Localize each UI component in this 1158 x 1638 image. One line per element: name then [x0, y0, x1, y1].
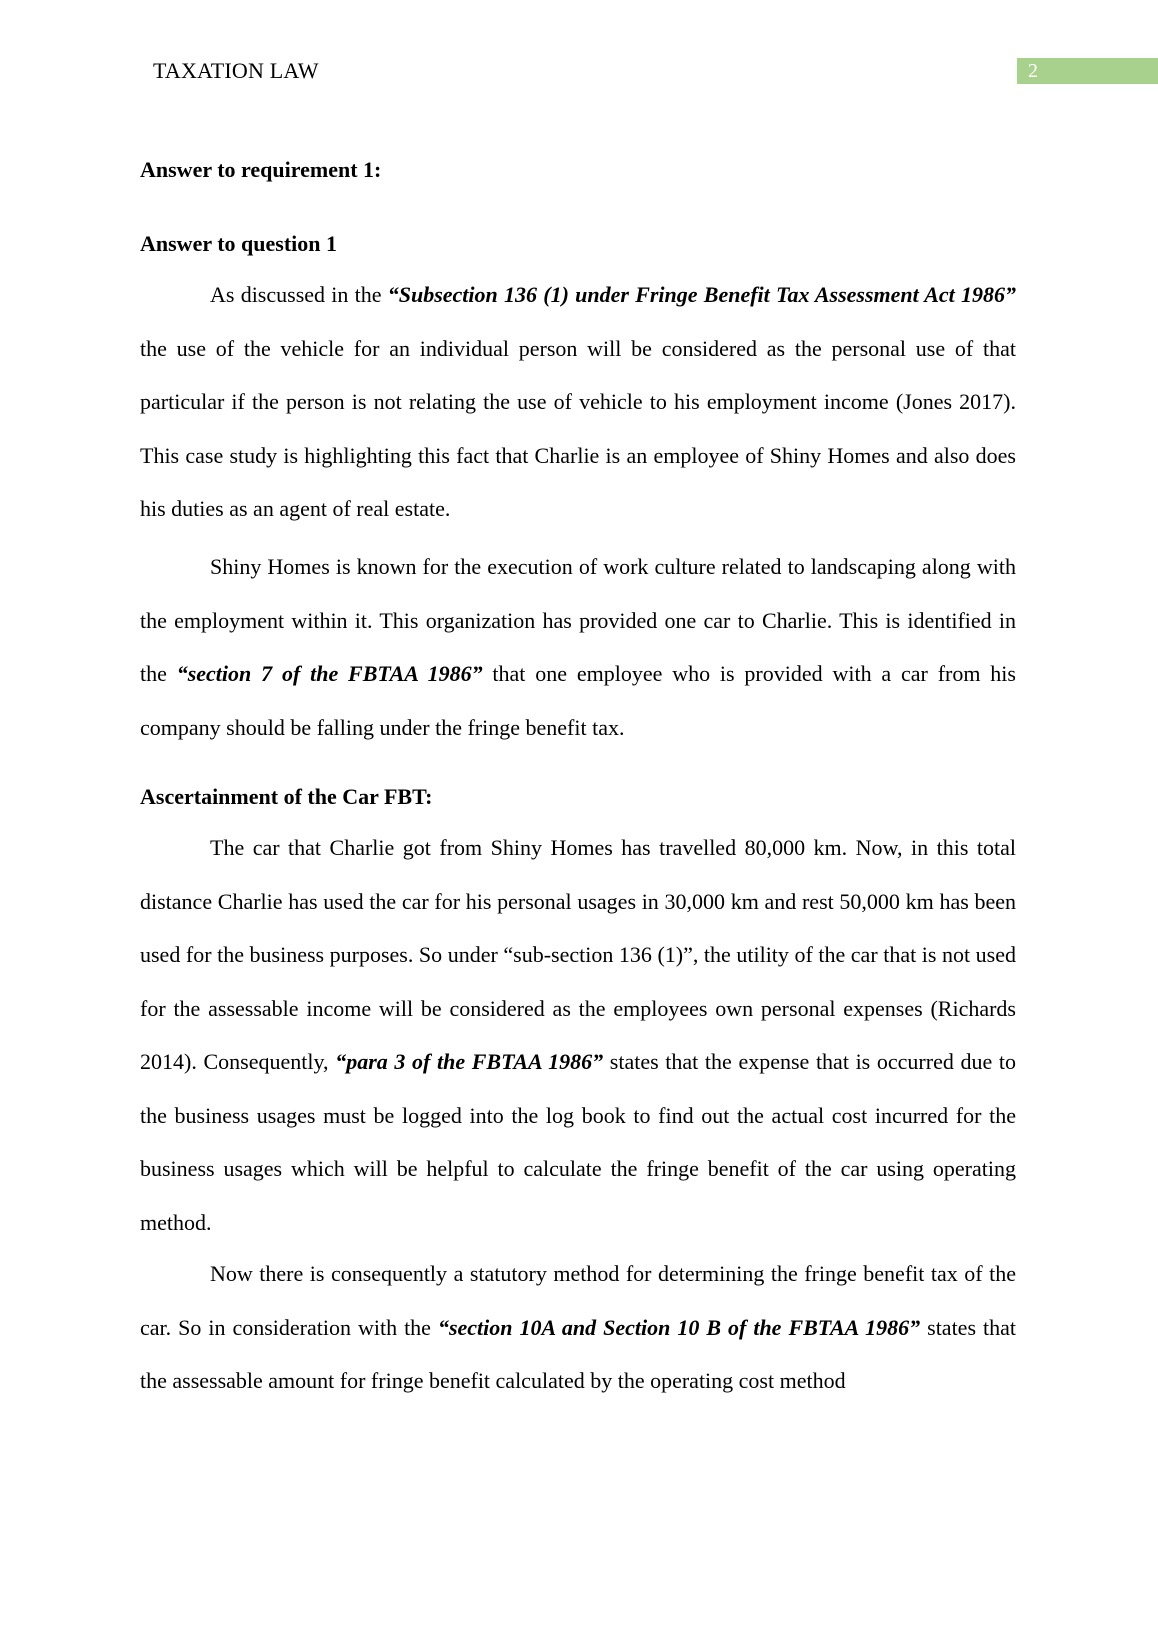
paragraph-4-text-b: states that the assessable amount for fringe benefit calculated by the operating cost method	[140, 1314, 1016, 1393]
paragraph-1-text-b: the use of the vehicle for an individual person will be considered as the personal use of that particular if the person is not relating the use of vehicle to his employment income (Jones 2017). This case study is highlighting this fact that Charlie is an employee of Shiny Homes and also does his duties as an agent of real estate.	[140, 335, 1016, 521]
paragraph-3	[140, 821, 1016, 1249]
paragraph-4-citation: “section 10A and Section 10 B of the FBTAA 1986”	[437, 1314, 921, 1340]
paragraph-4	[140, 1247, 1016, 1408]
page-number-badge	[1017, 58, 1158, 84]
paragraph-1	[140, 268, 1016, 536]
heading-question: Answer to question 1	[140, 231, 338, 256]
paragraph-2-text-a: Shiny Homes is known for the execution of work culture related to landscaping along with the employment within it. This organization has provided one car to Charlie. This is identified in the	[140, 554, 1016, 686]
paragraph-3-citation: “para 3 of the FBTAA 1986”	[335, 1049, 604, 1074]
paragraph-2-text-b: that one employee who is provided with a car from his company should be falling under the fringe benefit tax.	[140, 661, 1016, 740]
paragraph-3-text-b: states that the expense that is occurred due to the business usages must be logged into the log book to find out the actual cost incurred for the business usages which will be helpful to calculate the fringe benefit of the car using operating method.	[140, 1049, 1017, 1235]
paragraph-2	[140, 540, 1016, 754]
heading-ascertainment: Ascertainment of the Car FBT:	[140, 784, 433, 809]
header-title: TAXATION LAW	[153, 58, 319, 83]
paragraph-4-text-a: Now there is consequently a statutory method for determining the fringe benefit tax of the car. So in consideration with the	[140, 1261, 1016, 1340]
page-number: 2	[1028, 60, 1038, 82]
paragraph-2-citation: “section 7 of the FBTAA 1986”	[176, 661, 483, 686]
page-header	[0, 55, 1158, 85]
heading-requirement: Answer to requirement 1:	[140, 157, 382, 182]
paragraph-1-citation: “Subsection 136 (1) under Fringe Benefit Tax Assessment Act 1986”	[387, 282, 1016, 307]
paragraph-1-text-a: As discussed in the	[210, 282, 388, 307]
paragraph-3-text-a: The car that Charlie got from Shiny Homes has travelled 80,000 km. Now, in this total distance Charlie has used the car for his personal usages in 30,000 km and rest 50,000 km has been used for the business purposes. So under “sub-section 136 (1)”, the utility of the car that is not used for the assessable income will be considered as the employees own personal expenses (Richards 2014). Consequently,	[140, 835, 1016, 1074]
